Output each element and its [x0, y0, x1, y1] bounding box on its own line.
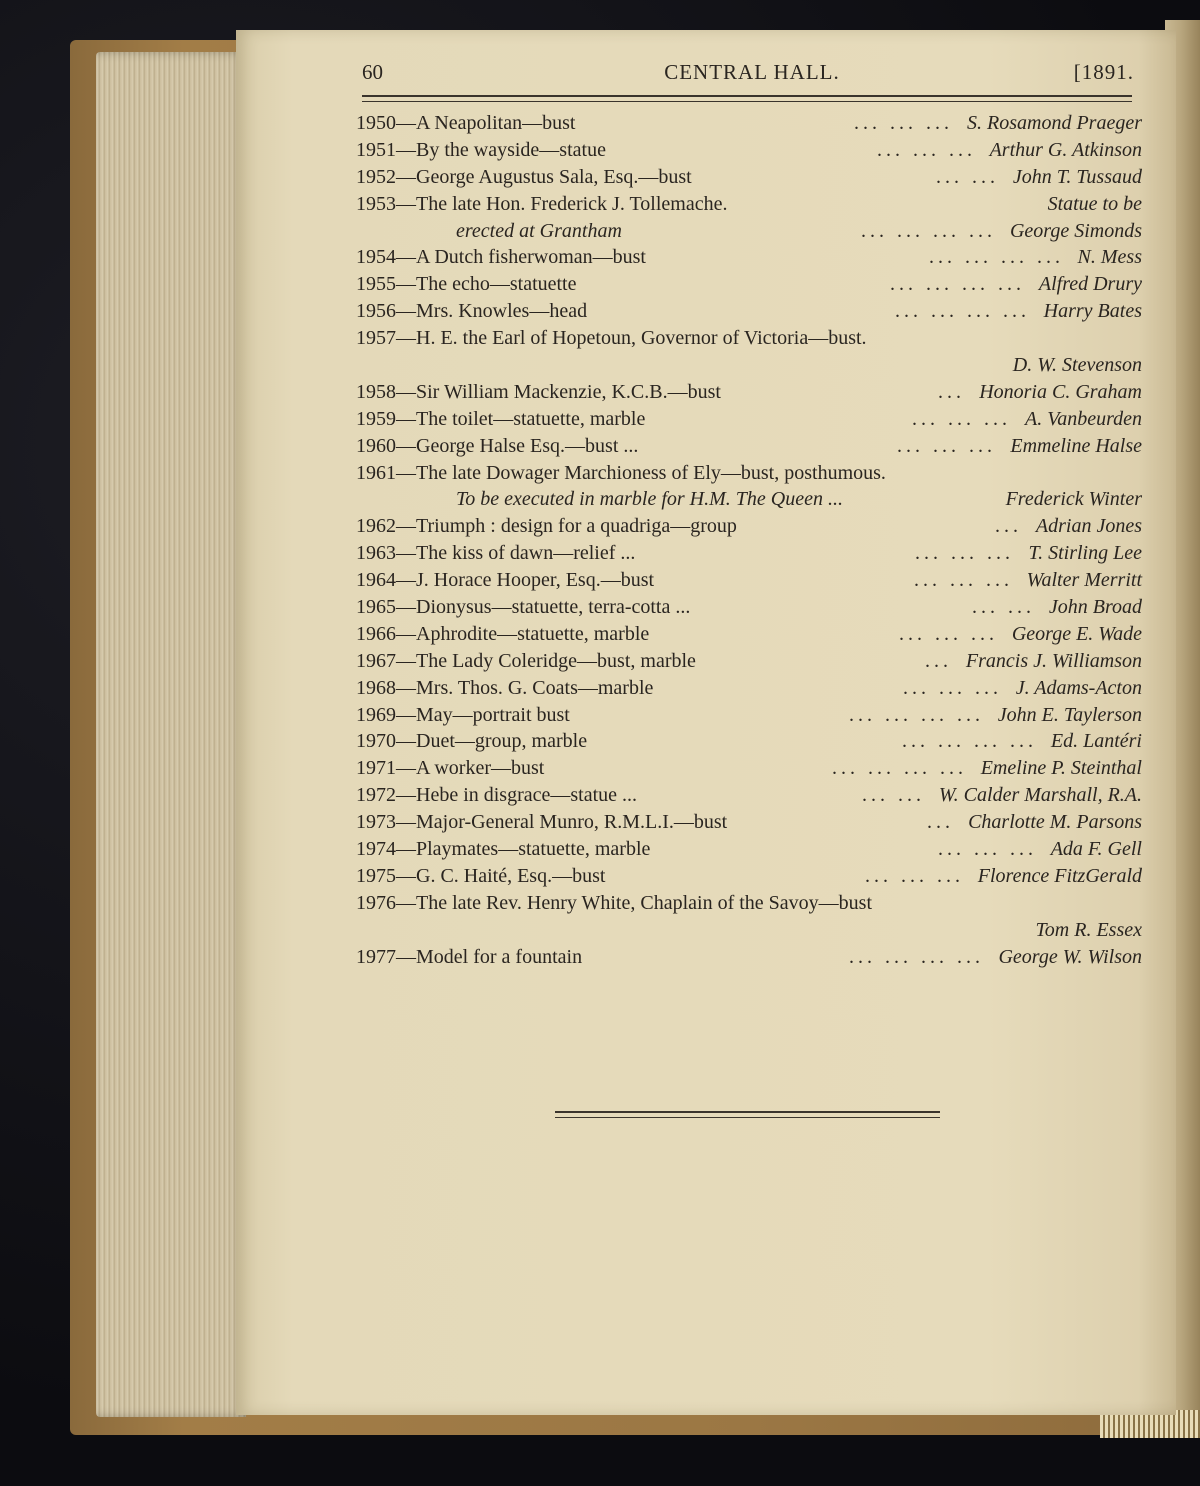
entry-title: 1966—Aphrodite—statuette, marble: [356, 622, 650, 645]
entry-title: 1973—Major-General Munro, R.M.L.I.—bust: [356, 811, 728, 834]
entry-title: 1977—Model for a fountain: [356, 945, 583, 968]
catalogue-entry: [356, 244, 1142, 271]
leader-dots: ... ... ... ...: [832, 757, 967, 780]
catalogue-entry: [356, 540, 1142, 567]
catalogue-entry: [356, 110, 1142, 137]
catalogue-entry: [356, 191, 1142, 218]
catalogue-entry: [356, 836, 1142, 863]
leader-dots: ... ... ...: [915, 542, 1014, 565]
leader-dots: ... ...: [936, 165, 999, 188]
artist-name: John E. Taylerson: [997, 703, 1142, 726]
catalogue-entry: [356, 513, 1142, 540]
catalogue-entry: [356, 460, 1142, 487]
artist-name: A. Vanbeurden: [1024, 407, 1142, 430]
catalogue-entry: [356, 863, 1142, 890]
leader-dots: ... ... ... ...: [861, 219, 996, 242]
artist-name: Ed. Lantéri: [1050, 730, 1142, 753]
catalogue-entry: [356, 728, 1142, 755]
artist-name: Honoria C. Graham: [979, 380, 1142, 403]
leader-dots: ... ... ... ...: [929, 246, 1064, 269]
leader-dots: ... ... ...: [912, 407, 1011, 430]
artist-name: John T. Tussaud: [1012, 165, 1142, 188]
catalogue-entry: [356, 271, 1142, 298]
artist-name: Frederick Winter: [1005, 488, 1142, 511]
leader-dots: ... ...: [972, 596, 1035, 619]
entry-title: 1955—The echo—statuette: [356, 273, 577, 296]
artist-name: John Broad: [1048, 596, 1142, 619]
artist-name: J. Adams-Acton: [1015, 676, 1142, 699]
header-rule: [362, 95, 1132, 102]
catalogue-entry: [356, 486, 1142, 513]
entry-title: 1950—A Neapolitan—bust: [356, 112, 576, 134]
leader-dots: ... ... ...: [897, 434, 996, 457]
catalogue-entry: [356, 621, 1142, 648]
artist-name: N. Mess: [1077, 246, 1142, 269]
entry-title: 1976—The late Rev. Henry White, Chaplain of the Savoy—bust: [356, 891, 873, 914]
leader-dots: ... ... ... ...: [849, 703, 984, 726]
entry-continuation: erected at Grantham: [456, 219, 622, 242]
leader-dots: ...: [995, 515, 1022, 538]
entry-title: 1970—Duet—group, marble: [356, 730, 588, 753]
page-header: [362, 60, 1142, 88]
entry-title: 1958—Sir William Mackenzie, K.C.B.—bust: [356, 380, 721, 403]
catalogue-entry: [356, 594, 1142, 621]
artist-name: Statue to be: [1047, 192, 1142, 215]
year-mark: [1891.: [1073, 60, 1134, 84]
artist-name: Adrian Jones: [1035, 515, 1142, 538]
entry-title: 1962—Triumph : design for a quadriga—group: [356, 515, 737, 538]
catalogue-entry: [356, 137, 1142, 164]
artist-name: Charlotte M. Parsons: [968, 811, 1142, 834]
entry-title: 1953—The late Hon. Frederick J. Tollemache.: [356, 192, 728, 215]
catalogue-entry: [356, 298, 1142, 325]
artist-name: George E. Wade: [1011, 622, 1142, 645]
artist-name: T. Stirling Lee: [1028, 542, 1142, 565]
catalogue-entry: [356, 702, 1142, 729]
catalogue-entry: [356, 325, 1142, 352]
entry-title: 1974—Playmates—statuette, marble: [356, 838, 651, 861]
entry-title: 1959—The toilet—statuette, marble: [356, 407, 646, 430]
leader-dots: ... ... ...: [854, 112, 953, 134]
entry-title: 1965—Dionysus—statuette, terra-cotta ...: [356, 596, 691, 619]
entry-title: 1968—Mrs. Thos. G. Coats—marble: [356, 676, 654, 699]
artist-name: Arthur G. Atkinson: [989, 138, 1142, 161]
catalogue-entry: [356, 755, 1142, 782]
entry-continuation: To be executed in marble for H.M. The Queen ...: [456, 488, 843, 511]
catalogue-entry: [356, 406, 1142, 433]
artist-name: Ada F. Gell: [1050, 838, 1142, 861]
entry-title: 1964—J. Horace Hooper, Esq.—bust: [356, 569, 655, 592]
catalogue-entry: [356, 379, 1142, 406]
artist-name: Emmeline Halse: [1010, 434, 1142, 457]
catalogue-entry: [356, 675, 1142, 702]
entry-title: 1957—H. E. the Earl of Hopetoun, Governor of Victoria—bust.: [356, 327, 867, 350]
entry-title: 1954—A Dutch fisherwoman—bust: [356, 246, 646, 269]
catalogue-entry: [356, 809, 1142, 836]
catalogue-entry: [356, 648, 1142, 675]
leader-dots: ... ...: [862, 784, 925, 807]
catalogue-entry: [356, 164, 1142, 191]
entry-title: 1967—The Lady Coleridge—bust, marble: [356, 649, 696, 672]
entry-title: 1960—George Halse Esq.—bust ...: [356, 434, 639, 457]
leader-dots: ...: [927, 811, 954, 834]
leader-dots: ... ... ...: [899, 622, 998, 645]
catalogue-entry: [356, 352, 1142, 379]
entry-title: 1963—The kiss of dawn—relief ...: [356, 542, 636, 565]
entry-title: 1961—The late Dowager Marchioness of Ely—bust, posthumous.: [356, 461, 886, 484]
catalogue-entry: [356, 917, 1142, 944]
artist-name: D. W. Stevenson: [1012, 354, 1142, 377]
artist-name: Walter Merritt: [1026, 569, 1142, 592]
leader-dots: ... ... ...: [914, 569, 1013, 592]
catalogue-entry: [356, 890, 1142, 917]
leader-dots: ...: [925, 649, 952, 672]
leader-dots: ... ... ...: [865, 864, 964, 887]
catalogue-entry: [356, 433, 1142, 460]
artist-name: Alfred Drury: [1038, 273, 1142, 296]
leader-dots: ... ... ...: [903, 676, 1002, 699]
page-number: 60: [362, 60, 383, 84]
artist-name: Tom R. Essex: [1035, 918, 1142, 941]
leader-dots: ... ... ... ...: [902, 730, 1037, 753]
page-edge-stack: [96, 52, 246, 1417]
leader-dots: ... ... ... ...: [890, 273, 1025, 296]
artist-name: Francis J. Williamson: [965, 649, 1142, 672]
artist-name: Emeline P. Steinthal: [980, 757, 1142, 780]
running-title: CENTRAL HALL.: [664, 60, 840, 84]
entry-title: 1951—By the wayside—statue: [356, 138, 606, 161]
leader-dots: ...: [938, 380, 965, 403]
leader-dots: ... ... ...: [877, 138, 976, 161]
entry-title: 1952—George Augustus Sala, Esq.—bust: [356, 165, 692, 188]
catalogue-list: [356, 110, 1142, 971]
leader-dots: ... ... ... ...: [849, 945, 984, 968]
artist-name: W. Calder Marshall, R.A.: [938, 784, 1142, 807]
catalogue-entry: [356, 944, 1142, 971]
entry-title: 1969—May—portrait bust: [356, 703, 570, 726]
catalogue-entry: [356, 218, 1142, 245]
catalogue-entry: [356, 782, 1142, 809]
entry-title: 1956—Mrs. Knowles—head: [356, 300, 588, 323]
artist-name: S. Rosamond Praeger: [967, 112, 1142, 134]
entry-title: 1971—A worker—bust: [356, 757, 545, 780]
catalogue-entry: [356, 567, 1142, 594]
entry-title: 1972—Hebe in disgrace—statue ...: [356, 784, 638, 807]
leader-dots: ... ... ...: [938, 838, 1037, 861]
leader-dots: ... ... ... ...: [895, 300, 1030, 323]
artist-name: George Simonds: [1009, 219, 1142, 242]
artist-name: Florence FitzGerald: [977, 864, 1142, 887]
entry-title: 1975—G. C. Haité, Esq.—bust: [356, 864, 606, 887]
end-rule: [555, 1111, 940, 1118]
artist-name: George W. Wilson: [998, 945, 1142, 968]
artist-name: Harry Bates: [1043, 300, 1142, 323]
